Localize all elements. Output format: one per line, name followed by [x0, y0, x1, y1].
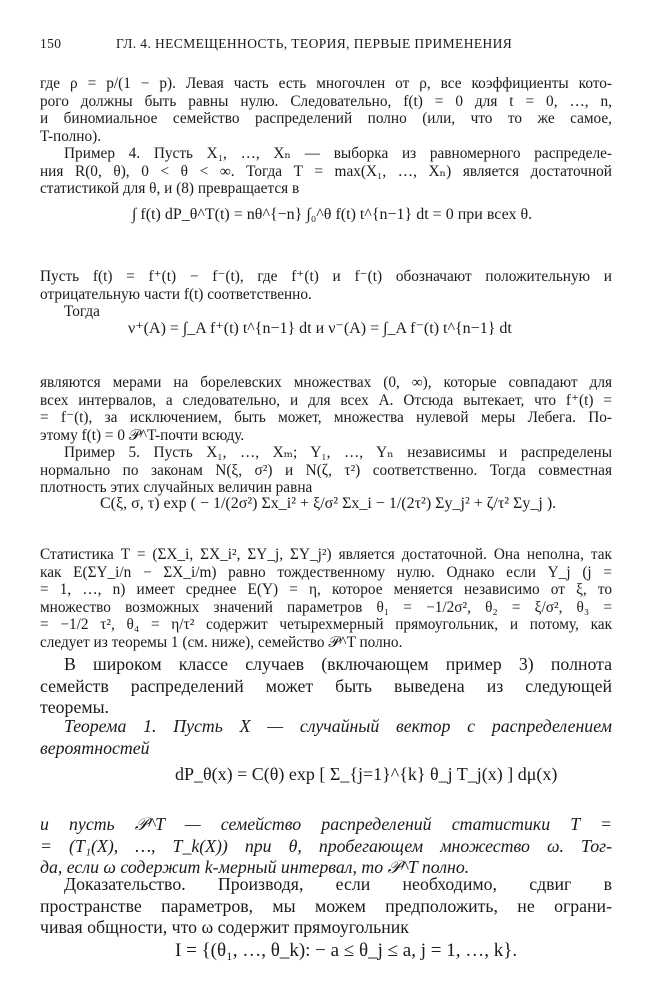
text-line: Тогда: [64, 303, 100, 321]
formula-rectangle: I = {(θ₁, …, θ_k): − a ≤ θ_j ≤ a, j = 1, …, k}.: [175, 940, 518, 961]
text-line: Теорема 1. Пусть X — случайный вектор с распределением: [64, 716, 612, 736]
text-line: Пример 5. Пусть X₁, …, Xₘ; Y₁, …, Yₙ независимы и распределены: [64, 444, 612, 461]
text-line: теоремы.: [40, 697, 109, 717]
text-line: вероятностей: [40, 737, 150, 758]
text-line: Пример 4. Пусть X₁, …, Xₙ — выборка из равномерного распределе-: [64, 145, 612, 162]
running-title: ГЛ. 4. НЕСМЕЩЕННОСТЬ, ТЕОРИЯ, ПЕРВЫЕ ПРИМЕНЕНИЯ: [116, 36, 513, 51]
text-line: Доказательство. Производя, если необходимо, сдвиг в: [64, 874, 612, 894]
text-line: Статистика T = (ΣX_i, ΣX_i², ΣY_j, ΣY_j²) является достаточной. Она неполна, так: [40, 546, 612, 563]
text-line: плотность этих случайных величин равна: [40, 479, 313, 497]
text-line: В широком классе случаев (включающем пример 3) полнота: [64, 654, 612, 674]
theorem-1: [40, 716, 612, 759]
paragraph-binomial: [40, 75, 612, 145]
page-number: 150: [40, 36, 62, 51]
text-line: рого должны быть равны нулю. Следовательно, f(t) = 0 для t = 0, …, n,: [40, 92, 612, 110]
text-line: Пусть f(t) = f⁺(t) − f⁻(t), где f⁺(t) и f⁻(t) обозначают положительную и: [40, 268, 612, 285]
text-line: и пусть 𝒫^T — семейство распределений статистики T =: [40, 814, 612, 834]
text-line: этому f(t) = 0 𝒫^T-почти всюду.: [40, 426, 245, 444]
text-line: пространстве параметров, мы можем предположить, не ограни-: [40, 895, 612, 916]
text-line: ния R(0, θ), 0 < θ < ∞. Тогда T = max(X₁, …, Xₙ) является достаточной: [40, 162, 612, 180]
text-line: отрицательную части f(t) соответственно.: [40, 285, 312, 303]
text-line: множество возможных значений параметров θ₁ = −1/2σ², θ₂ = ξ/σ², θ₃ =: [40, 598, 612, 616]
example-4: [40, 145, 612, 198]
formula-joint-density: C(ξ, σ, τ) exp ( − 1/(2σ²) Σx_i² + ξ/σ² Σx_i − 1/(2τ²) Σy_j² + ζ/τ² Σy_j ).: [100, 495, 557, 512]
text-line: = f⁻(t), за исключением, быть может, множества нулевой меры Лебега. По-: [40, 409, 612, 427]
proof: [40, 874, 612, 939]
formula-uniform-integral: ∫ f(t) dP_θ^T(t) = nθ^{−n} ∫₀^θ f(t) t^{n−1} dt = 0 при всех θ.: [132, 206, 533, 223]
text-line: семейств распределений может быть выведена из следующей: [40, 675, 612, 696]
text-line: = (T₁(X), …, T_k(X)) при θ, пробегающем множество ω. Тог-: [40, 835, 612, 856]
text-line: и биномиальное семейство распределений полно (или, что то же самое,: [40, 110, 612, 128]
formula-exponential-family: dP_θ(x) = C(θ) exp [ Σ_{j=1}^{k} θ_j T_j(x) ] dμ(x): [175, 764, 558, 784]
text-line: следует из теоремы 1 (см. ниже), семейство 𝒫^T полно.: [40, 633, 403, 651]
paragraph-statistic: [40, 546, 612, 652]
text-line: = 1, …, n) имеет среднее E(Y) = η, которое меняется независимо от ξ, то: [40, 581, 612, 599]
paragraph-completeness: [40, 654, 612, 719]
paragraph-borel-measures: [40, 374, 612, 444]
text-line: являются мерами на борелевских множествах (0, ∞), которые совпадают для: [40, 374, 612, 391]
text-line: статистикой для θ, и (8) превращается в: [40, 180, 300, 198]
text-line: T-полно).: [40, 127, 102, 145]
text-line: как E(ΣY_i/n − ΣX_i/m) равно тождественному нулю. Однако если Y_j (j =: [40, 563, 612, 581]
text-line: чивая общности, что ω содержит прямоугольник: [40, 917, 409, 937]
text-line: нормально по законам N(ξ, σ²) и N(ζ, τ²) соответственно. Тогда совместная: [40, 461, 612, 479]
text-line: да, если ω содержит k-мерный интервал, то 𝒫^T полно.: [40, 857, 470, 877]
text-line: где ρ = p/(1 − p). Левая часть есть многочлен от ρ, все коэффициенты кото-: [40, 75, 612, 92]
text-line: = −1/2 τ², θ₄ = η/τ² содержит четырехмерный прямоугольник, и потому, как: [40, 616, 612, 634]
formula-measures: ν⁺(A) = ∫_A f⁺(t) t^{n−1} dt и ν⁻(A) = ∫_A f⁻(t) t^{n−1} dt: [128, 320, 512, 337]
example-5: [40, 444, 612, 497]
text-line: всех интервалов, а следовательно, и для всех A. Отсюда вытекает, что f⁺(t) =: [40, 391, 612, 409]
running-header: [40, 36, 612, 56]
paragraph-positive-negative-parts: [40, 268, 612, 321]
theorem-1-continuation: [40, 814, 612, 879]
